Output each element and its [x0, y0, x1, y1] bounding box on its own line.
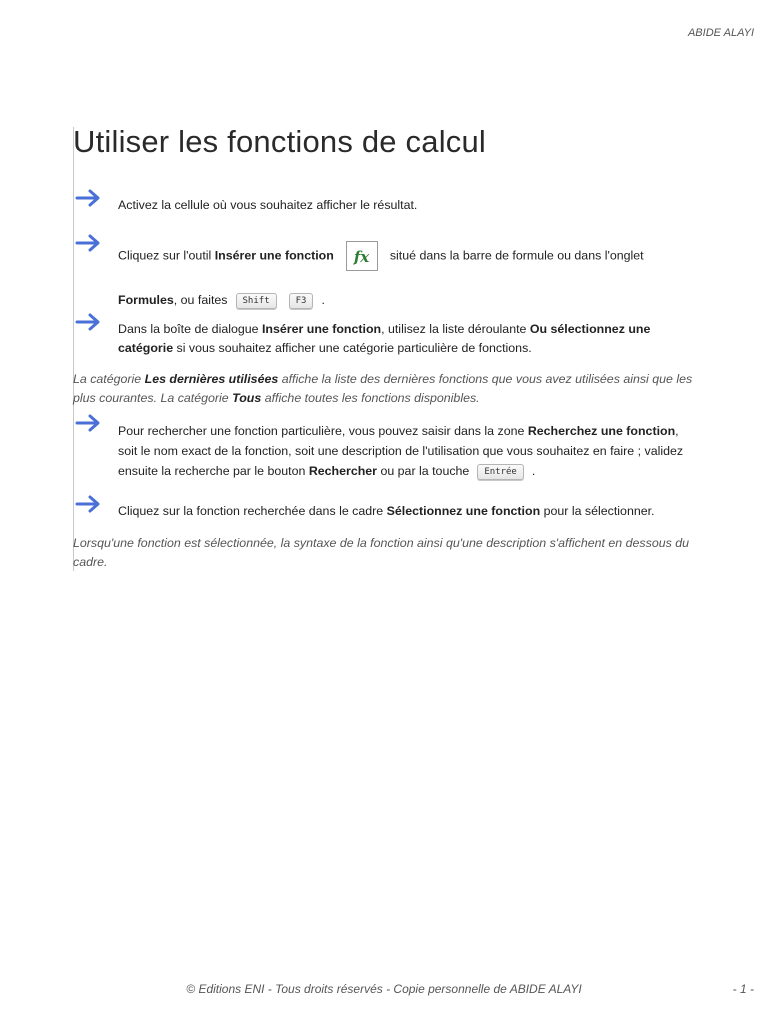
page-header-author: ABIDE ALAYI: [687, 27, 754, 39]
step-3-text-3: si vous souhaitez afficher une catégorie particulière de fonctions.: [173, 341, 532, 355]
step-4-text-4: .: [531, 464, 536, 478]
step-4-text-3: ou par la touche: [377, 464, 470, 478]
insert-function-label: Insérer une fonction: [214, 248, 334, 263]
note-1-text-1: La catégorie: [73, 372, 145, 386]
right-arrow-icon: [75, 413, 102, 433]
footer-copyright: © Editions ENI - Tous droits réservés - Copie personnelle de ABIDE ALAYI: [186, 982, 582, 996]
step-2-text-3: , ou faites: [173, 293, 228, 307]
fx-icon: [346, 241, 378, 271]
step-1: [75, 196, 688, 215]
note-1-bold-2: Tous: [232, 391, 262, 405]
step-2: [75, 241, 688, 311]
f3-key: F3: [289, 293, 314, 309]
right-arrow-icon: [75, 188, 102, 208]
enter-key: Entrée: [477, 464, 524, 480]
page-number: - 1 -: [732, 982, 754, 996]
note-1: [73, 370, 698, 408]
note-1-text-3: affiche toutes les fonctions disponibles.: [261, 391, 480, 405]
note-1-bold-1: Les dernières utilisées: [144, 372, 279, 386]
step-4-bold-2: Rechercher: [308, 464, 377, 478]
step-5-text-1: Cliquez sur la fonction recherchée dans le cadre: [118, 504, 387, 518]
step-3-text-2: , utilisez la liste déroulante: [381, 322, 530, 336]
left-margin-rule: [73, 127, 74, 571]
right-arrow-icon: [75, 233, 102, 253]
formules-label: Formules: [118, 293, 174, 307]
note-2: Lorsqu'une fonction est sélectionnée, la syntaxe de la fonction ainsi qu'une description s'affichent en dessous du cadre.: [73, 536, 690, 569]
step-5-text-2: pour la sélectionner.: [540, 504, 655, 518]
step-2-text-2: situé dans la barre de formule ou dans l'onglet: [389, 248, 644, 263]
step-3-bold-1: Insérer une fonction: [261, 322, 382, 336]
step-4: [75, 421, 688, 481]
step-2-text-1: Cliquez sur l'outil: [118, 248, 215, 263]
step-5: [75, 502, 688, 521]
shift-key: Shift: [236, 293, 277, 309]
step-1-text: Activez la cellule où vous souhaitez afficher le résultat.: [118, 198, 418, 212]
right-arrow-icon: [75, 312, 102, 332]
fx-icon-label: fx: [353, 248, 370, 266]
step-4-text-2: , soit le nom exact de la fonction, soit une description de l'utilisation que vous souhaitez en faire ; validez ensuite la recherche par le bouton: [118, 424, 684, 478]
step-3-bold-2: Ou sélectionnez une catégorie: [118, 322, 651, 355]
step-3: [75, 320, 688, 358]
step-2-text-4: .: [321, 293, 325, 307]
step-4-text-1: Pour rechercher une fonction particulière, vous pouvez saisir dans la zone: [118, 424, 528, 438]
step-3-text-1: Dans la boîte de dialogue: [118, 322, 262, 336]
step-4-bold-1: Recherchez une fonction: [527, 424, 676, 438]
note-1-text-2: affiche la liste des dernières fonctions que vous avez utilisées ainsi que les plus courantes. La catégorie: [73, 372, 693, 405]
step-5-bold-1: Sélectionnez une fonction: [386, 504, 541, 518]
right-arrow-icon: [75, 494, 102, 514]
page-title: Utiliser les fonctions de calcul: [73, 124, 487, 159]
